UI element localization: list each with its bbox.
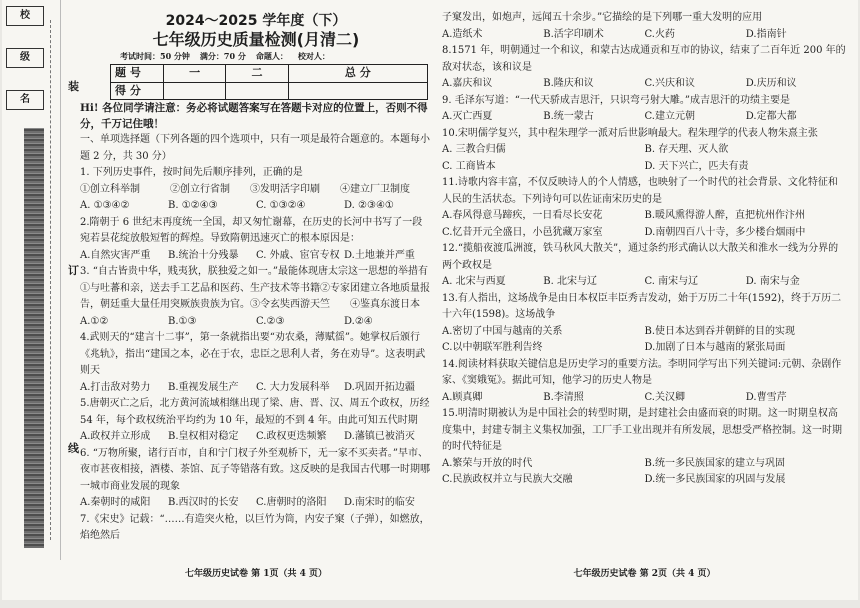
option: D. 天下兴亡，匹夫有责 (644, 160, 749, 172)
option: D.加剧了日本与越南的紧张局面 (644, 342, 786, 353)
option: C.民族政权并立与民族大交融 (442, 474, 573, 485)
options (442, 142, 847, 175)
option: B.统一多民族国家的建立与巩固 (644, 457, 786, 469)
exam-meta (80, 50, 432, 62)
question-15 (442, 406, 847, 489)
options (442, 208, 847, 241)
options (80, 314, 432, 331)
option: C.关汉卿 (644, 391, 685, 403)
option: A.嘉庆和议 (442, 78, 493, 89)
option: B.①③ (168, 315, 197, 327)
option: A. 北宋与西夏 (442, 276, 506, 287)
question-10 (442, 126, 847, 176)
question-4 (80, 330, 432, 396)
option: C. ①③②④ (256, 200, 306, 211)
question-stem: 10.宋明儒学复兴，其中程朱理学一派对后世影响最大。程朱理学的代表人物朱熹主张 (442, 127, 818, 139)
binding-label-school: 校 (6, 6, 44, 26)
option: A.春风得意马蹄疾，一日看尽长安花 (442, 210, 603, 221)
question-1 (80, 165, 432, 215)
question-6 (80, 446, 432, 512)
options (80, 495, 432, 512)
question-7-cont (442, 10, 847, 43)
option: A.打击敌对势力 (80, 381, 151, 393)
option: B.李清照 (543, 391, 584, 403)
option: B. 存天理、灭人欲 (644, 144, 729, 155)
option: D.藩镇已被消灭 (344, 431, 415, 442)
reviewer: 校对人： (297, 51, 330, 61)
binding-margin (2, 0, 61, 560)
question-stem: 11.诗歌内容丰富，不仅反映诗人的个人情感，也映射了一个时代的社会背景、文化特征和人民的生活状态。下列诗句可以佐证南宋历史的是 (442, 177, 838, 205)
options (442, 27, 847, 44)
exam-sheet (2, 0, 858, 600)
question-stem: 6. “万物所聚，诸行百市，自和宁门杈子外至观桥下，无一家不买卖者。”早市、夜市甚夜相接，酒楼、茶馆、瓦子等错落有致。这反映的是我国古代哪一时期哪一城市商业发展的现象 (80, 447, 430, 492)
question-stem: 4.武则天的“建言十二事”，第一条就指出要“劝农桑，薄赋徭”。她掌权后颁行《兆轨》，指出“建国之本，必在于农，忠臣之思利人者，务在劝导”。这表明武则天 (80, 332, 426, 376)
option: D.曹雪芹 (745, 391, 787, 403)
options (442, 390, 847, 407)
notice-text: Hi! 各位同学请注意：务必将试题答案写在答题卡对应的位置上，否则不得分，千万记住哦！ (80, 102, 428, 130)
footer-page-2: 七年级历史试卷 第 2页（共 4 页） (573, 569, 716, 579)
option: B.西汉时的长安 (168, 497, 239, 508)
option: C.以中朝联军胜利告终 (442, 342, 543, 353)
score-table-cell (226, 82, 288, 100)
option: A. 三教合归儒 (442, 144, 506, 155)
question-3 (80, 264, 432, 330)
question-stem: 12.“揽船夜渡瓜洲渡，铁马秋风大散关”，通过条约形式确认以大散关和淮水一线为分界的两个政权是 (442, 243, 839, 271)
options (442, 109, 847, 126)
question-stem: 子窠发出，如炮声，远闻五十余步。”它描绘的是下列哪一重大发明的应用 (442, 12, 763, 23)
option: C.兴庆和议 (644, 78, 695, 89)
option: B.统治十分残暴 (168, 249, 239, 261)
option: C. 南宋与辽 (644, 276, 699, 287)
binding-char-ding: 订 (68, 264, 79, 277)
question-stem: 13.有人指出，这场战争是由日本权臣丰臣秀吉发动，始于万历二十年(1592)，终于万历二十六年(1598)。这场战争 (442, 292, 842, 320)
option: A.①② (80, 315, 109, 327)
question-9 (442, 93, 847, 126)
score-table-cell: 一 (164, 65, 226, 83)
right-column (442, 0, 847, 579)
option: C. 大力发展科举 (256, 381, 330, 393)
option: B.统一蒙古 (543, 111, 594, 122)
option: D.②④ (344, 315, 373, 327)
question-stem: 9. 毛泽东写道：“一代天骄成吉思汗，只识弯弓射大雕。”成吉思汗的功绩主要是 (442, 94, 790, 106)
score-table-row (111, 65, 428, 83)
option: B.皇权相对稳定 (168, 431, 239, 442)
option: A. ①③④② (80, 200, 130, 211)
option: A.造纸术 (442, 28, 483, 40)
question-stem: 2.隋朝于 6 世纪末再度统一全国，却又匆忙谢幕，在历史的长河中书写了一段宛若昙花绽放般短暂的辉煌。导致隋朝迅速灭亡的根本原因是： (80, 216, 423, 244)
options (80, 380, 432, 397)
option: C.政权更迭频繁 (256, 431, 327, 442)
options (80, 429, 432, 446)
question-stem: 14.阅读材料获取关键信息是历史学习的重要方法。李明同学写出下列关键词:元朝、杂剧作家、《窦娥冤》。据此可知，他学习的历史人物是 (442, 358, 842, 386)
option: C.建立元朝 (644, 111, 695, 122)
score-table (110, 64, 428, 100)
option: C. 工商皆本 (442, 160, 496, 172)
binding-label-name: 名 (6, 90, 44, 110)
binding-char-xian: 线 (68, 442, 79, 455)
option: D.巩固开拓边疆 (344, 381, 415, 393)
option: A.密切了中国与越南的关系 (442, 325, 563, 337)
score-table-cell (164, 82, 226, 100)
score-table-cell: 总 分 (288, 65, 427, 83)
options (80, 198, 432, 215)
full-score: 满分：70 分 (199, 51, 246, 61)
option: C.②③ (256, 315, 285, 327)
question-8 (442, 43, 847, 93)
option: B. ①②④③ (168, 200, 218, 211)
option: D.土地兼并严重 (344, 249, 415, 261)
binding-strip (24, 128, 44, 548)
score-table-cell: 得 分 (111, 82, 164, 100)
question-14 (442, 357, 847, 407)
question-stem: 8.1571 年，明朝通过一个和议，和蒙古达成通贡和互市的协议，结束了二百年近 200 年的敌对状态，该和议是 (442, 45, 846, 73)
footer-page-1: 七年级历史试卷 第 1页（共 4 页） (184, 569, 328, 579)
binding-char-zhuang: 装 (68, 80, 79, 93)
question-7 (80, 512, 432, 545)
exam-title: 七年级历史质量检测(月清二) (152, 30, 360, 49)
exam-year-title: 2024～2025 学年度（下） (165, 13, 347, 29)
section-heading: 一、单项选择题（下列各题的四个选项中，只有一项是最符合题意的。本题每小题 2 分，共 30 分） (80, 134, 430, 162)
left-column (80, 0, 432, 579)
exam-time: 考试时间：50 分钟 (120, 51, 190, 61)
option: A.秦朝时的咸阳 (80, 497, 151, 508)
question-2 (80, 215, 432, 265)
question-12 (442, 241, 847, 291)
option: D. 南宋与金 (745, 276, 800, 287)
option: C.忆昔开元全盛日，小邑犹藏万家室 (442, 226, 603, 238)
score-table-cell: 二 (226, 65, 288, 83)
options (442, 324, 847, 357)
option: C. 外戚、宦官专权 (256, 249, 340, 261)
option: D.庆历和议 (745, 78, 797, 89)
binding-dashed-line (50, 20, 52, 540)
question-stem: 3. “自古皆贵中华，贱夷狄，朕独爱之如一。”最能体现唐太宗这一思想的举措有①与吐蕃和亲，送去手工艺品和医药、生产技术等书籍②专家团建立各地质量报告，朝廷重大量任用突厥族贵族为官。③令玄奘西游天竺 ④鉴真东渡日本 (80, 266, 430, 310)
question-stem: 15.明清时期被认为是中国社会的转型时期，是封建社会由盛而衰的时期。这一时期皇权高度集中，封建专制主义集权加强，工厂手工业出现并有所发展，思想受严格控制。这一时期的时代特征是 (442, 408, 842, 452)
option: A.自然灾害严重 (80, 249, 151, 261)
option: B.暖风熏得游人醉，直把杭州作汴州 (644, 210, 806, 221)
option: B.重视发展生产 (168, 381, 239, 393)
option: B.隆庆和议 (543, 78, 594, 89)
option: A.灭亡西夏 (442, 111, 493, 122)
option: D.南朝四百八十寺，多少楼台烟雨中 (644, 226, 806, 238)
question-sub: ①创立科举制 ②创立行省制 ③发明活字印刷 ④建立厂卫制度 (80, 183, 410, 195)
options (442, 76, 847, 93)
question-5 (80, 396, 432, 446)
score-table-row (111, 82, 428, 100)
option: C.唐朝时的洛阳 (256, 497, 327, 508)
option: B. 北宋与辽 (543, 276, 597, 287)
option: D. ②③④① (344, 200, 394, 211)
option: B.活字印刷术 (543, 28, 604, 40)
options (442, 456, 847, 489)
question-stem: 1. 下列历史事件，按时间先后顺序排列，正确的是 (80, 167, 303, 178)
options (80, 248, 432, 265)
option: C.火药 (644, 28, 675, 40)
score-table-cell: 题 号 (111, 65, 164, 83)
option: D.定都大都 (745, 111, 797, 122)
question-11 (442, 175, 847, 241)
option: B.使日本达到吞并朝鲜的目的实现 (644, 325, 796, 337)
question-stem: 5.唐朝灭亡之后，北方黄河流域相继出现了梁、唐、晋、汉、周五个政权，历经 54 年，每个政权统治平均约为 10 年，最短的不到 4 年。由此可知五代时期 (80, 398, 430, 426)
option: D.指南针 (745, 28, 787, 40)
question-setter: 命题人： (255, 51, 288, 61)
option: D.南宋时的临安 (344, 497, 415, 508)
question-stem: 7.《宋史》记载：“……有造突火枪，以巨竹为筒，内安子窠（子弹），如燃放，焰绝然后 (80, 513, 430, 541)
option: A.政权并立形成 (80, 431, 151, 442)
option: D.统一多民族国家的巩固与发展 (644, 474, 786, 485)
binding-label-class: 级 (6, 48, 44, 68)
score-table-cell (288, 82, 427, 100)
question-13 (442, 291, 847, 357)
option: A.繁荣与开放的时代 (442, 457, 533, 469)
options (442, 274, 847, 291)
option: A.顾真卿 (442, 391, 483, 403)
